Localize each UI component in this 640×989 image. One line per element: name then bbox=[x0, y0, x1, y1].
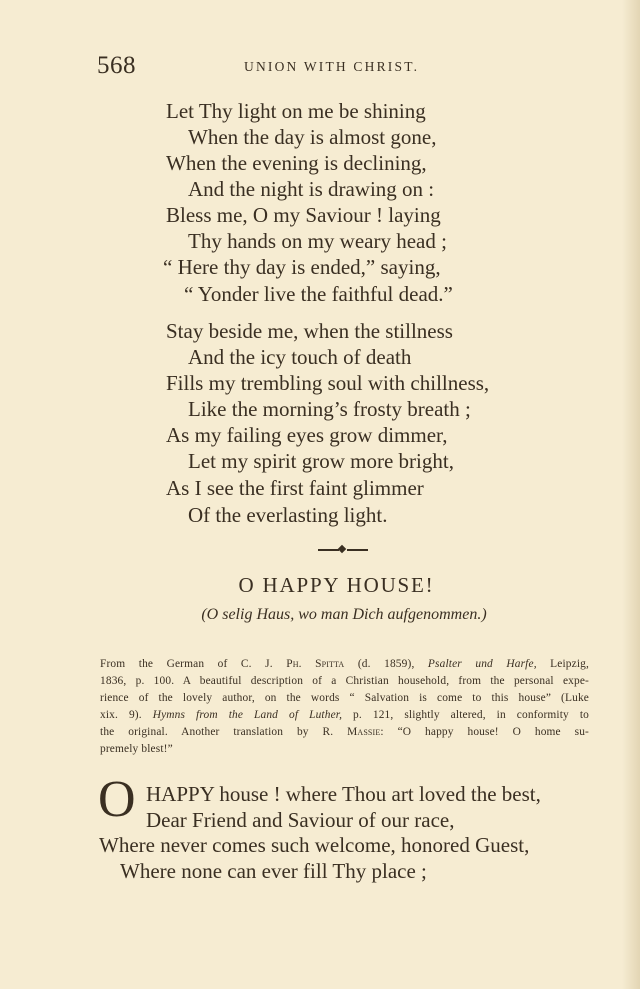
author-name: Ph. Spitta bbox=[286, 658, 345, 670]
note-line bbox=[100, 727, 589, 738]
note-line: rience of the lovely author, on the words “ Salvation is come to this house” (Luke bbox=[100, 692, 589, 704]
verse-line: When the day is almost gone, bbox=[188, 125, 437, 149]
verse-line: Dear Friend and Saviour of our race, bbox=[146, 808, 455, 832]
verse-line: As my failing eyes grow dimmer, bbox=[166, 423, 448, 447]
page-edge-shadow bbox=[622, 0, 640, 989]
note-text: p. 121, slightly altered, in conformity to bbox=[342, 709, 589, 721]
verse-line: And the night is drawing on : bbox=[188, 177, 435, 201]
note-line bbox=[100, 710, 589, 721]
running-head: UNION WITH CHRIST. bbox=[244, 59, 420, 74]
source-title: Hymns from the Land of Luther, bbox=[152, 709, 343, 721]
verse-line: Fills my trembling soul with chillness, bbox=[166, 371, 490, 395]
note-text: xix. 9). bbox=[100, 709, 153, 721]
original-german-title bbox=[0, 606, 640, 624]
verse-line: Bless me, O my Saviour ! laying bbox=[166, 203, 441, 227]
note-text: Leipzig, bbox=[536, 658, 590, 670]
verse-line: Where never comes such welcome, honored Guest, bbox=[99, 833, 530, 857]
divider-rule-left bbox=[318, 549, 339, 551]
verse-line: When the evening is declining, bbox=[166, 151, 427, 175]
verse-line: Let Thy light on me be shining bbox=[166, 99, 426, 123]
page-number: 568 bbox=[97, 52, 136, 79]
note-line: premely blest!” bbox=[100, 743, 173, 755]
note-text: (d. 1859), bbox=[344, 658, 428, 670]
verse-line: Let my spirit grow more bright, bbox=[188, 449, 454, 473]
divider-diamond-icon bbox=[338, 545, 346, 553]
note-line: 1836, p. 100. A beautiful description of a Christian household, from the personal expe- bbox=[100, 675, 589, 687]
verse-line: HAPPY house ! where Thou art loved the best, bbox=[146, 782, 541, 806]
section-divider bbox=[318, 545, 368, 555]
note-text: From the German of C. J. bbox=[100, 658, 287, 670]
divider-rule-right bbox=[347, 549, 368, 551]
verse-line: And the icy touch of death bbox=[188, 345, 412, 369]
drop-cap: O bbox=[98, 771, 136, 828]
original-title-text: (O selig Haus, wo man Dich aufgenommen.) bbox=[201, 606, 487, 623]
verse-line: “ Here thy day is ended,” saying, bbox=[163, 255, 441, 279]
verse-line: As I see the first faint glimmer bbox=[166, 476, 424, 500]
note-text: : “O happy house! O home su- bbox=[380, 726, 589, 738]
verse-line: Where none can ever fill Thy place ; bbox=[120, 859, 427, 883]
note-text: the original. Another translation by R. bbox=[100, 726, 348, 738]
verse-line: Like the morning’s frosty breath ; bbox=[188, 397, 471, 421]
hymn-title: O HAPPY HOUSE! bbox=[238, 573, 435, 597]
translator-name: Massie bbox=[347, 726, 381, 738]
verse-line: Stay beside me, when the stillness bbox=[166, 319, 453, 343]
verse-line: “ Yonder live the faithful dead.” bbox=[184, 282, 453, 306]
verse-line: Of the everlasting light. bbox=[188, 503, 388, 527]
note-line bbox=[100, 659, 589, 670]
verse-line: Thy hands on my weary head ; bbox=[188, 229, 447, 253]
page-header bbox=[97, 52, 447, 82]
source-title: Psalter und Harfe, bbox=[427, 658, 537, 670]
